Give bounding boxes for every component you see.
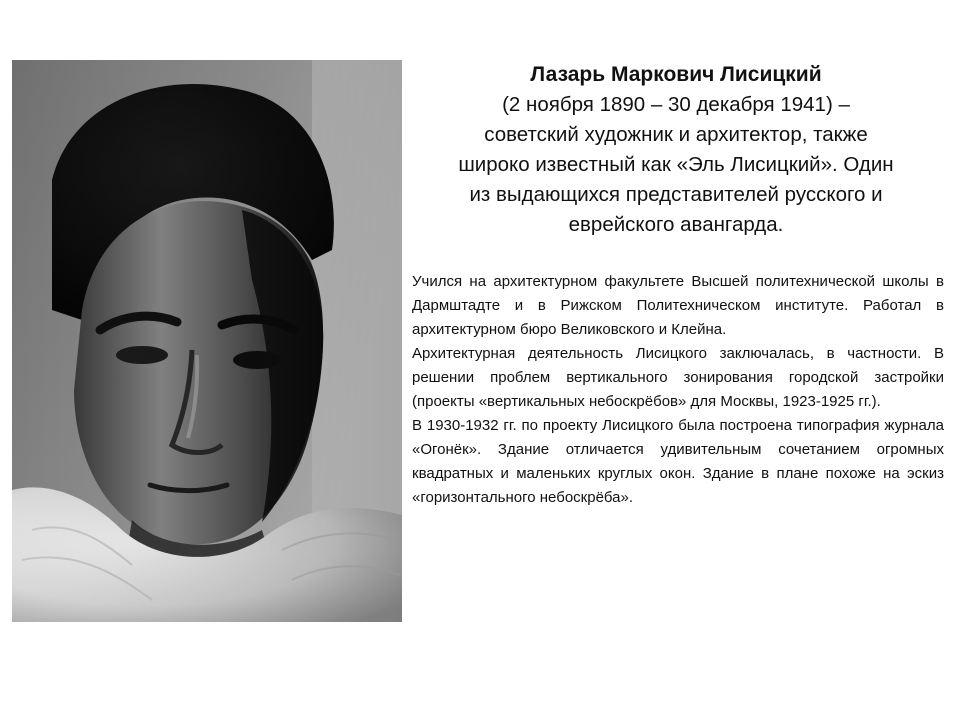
biography-text — [408, 270, 944, 510]
life-dates: (2 ноября 1890 – 30 декабря 1941) – — [502, 93, 850, 116]
heading-block — [408, 60, 944, 240]
heading-line-5: еврейского авангарда. — [568, 213, 784, 236]
portrait-photo-icon — [12, 60, 402, 622]
heading-line-2: советский художник и архитектор, также — [484, 123, 868, 146]
portrait-photo — [12, 60, 402, 622]
heading-line-3: широко известный как «Эль Лисицкий». Один — [458, 153, 894, 176]
heading-line-4: из выдающихся представителей русского и — [469, 183, 883, 206]
text-column — [408, 60, 944, 510]
paragraph-architecture: Архитектурная деятельность Лисицкого заключалась, в частности. В решении проблем вертикального зонирования городской застройки (проекты «вертикальных небоскрёбов» для Москвы, 1923-1925 гг.). — [412, 345, 944, 410]
paragraph-education: Учился на архитектурном факультете Высшей политехнической школы в Дармштадте и в Рижском Политехническом институте. Работал в архитектурном бюро Великовского и Клейна. — [412, 273, 944, 338]
person-name: Лазарь Маркович Лисицкий — [530, 63, 822, 86]
paragraph-ogonek: В 1930-1932 гг. по проекту Лисицкого была построена типография журнала «Огонёк». Здание отличается удивительным сочетанием огромных квадратных и маленьких круглых окон. Здание в плане похоже на эскиз «горизонтального небоскрёба». — [412, 417, 944, 506]
